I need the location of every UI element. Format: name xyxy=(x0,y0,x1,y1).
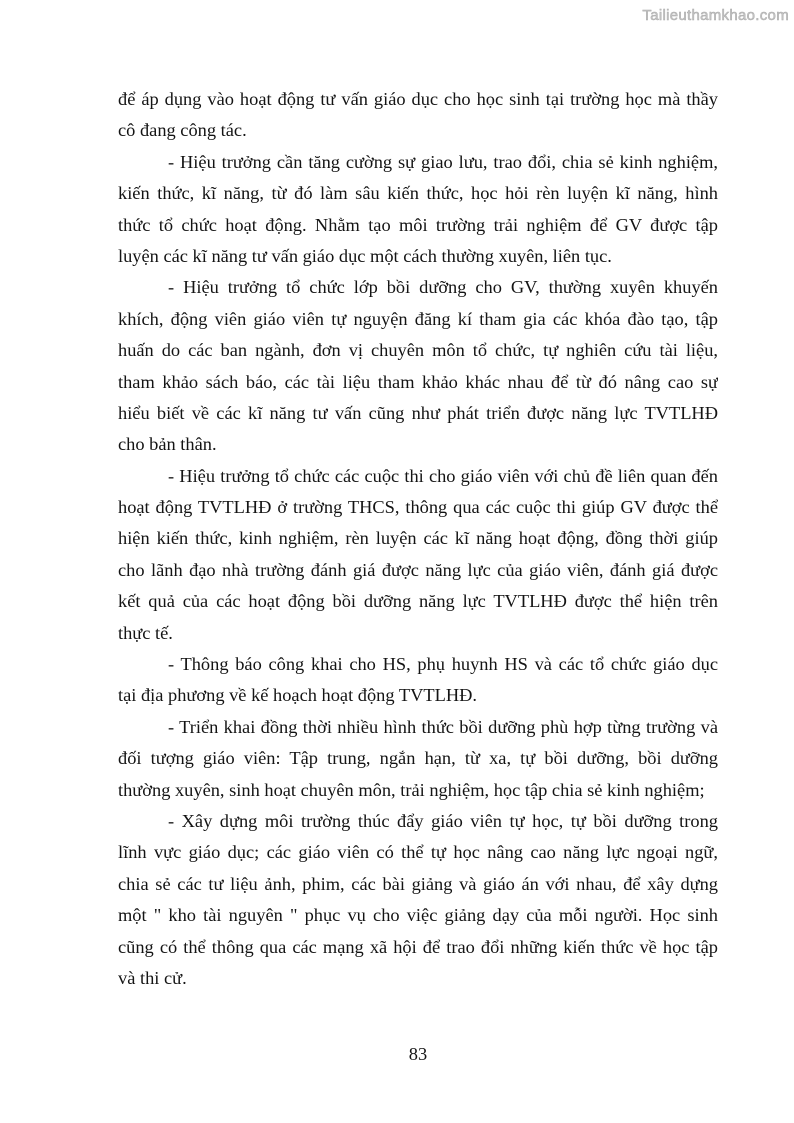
text-line: - Hiệu trưởng tổ chức lớp bồi dưỡng cho GV, thường xuyên khuyến xyxy=(168,277,718,298)
text-line: luyện các kĩ năng tư vấn giáo dục một cách thường xuyên, liên tục. xyxy=(118,245,612,266)
text-line: kiến thức, kĩ năng, từ đó làm sâu kiến thức, học hỏi rèn luyện kĩ năng, hình xyxy=(118,183,718,204)
text-line: cho bản thân. xyxy=(118,434,217,455)
document-body xyxy=(118,84,718,994)
text-line: đối tượng giáo viên: Tập trung, ngắn hạn, từ xa, tự bồi dưỡng, bồi dưỡng xyxy=(118,748,718,769)
text-line: để áp dụng vào hoạt động tư vấn giáo dục cho học sinh tại trường học mà thầy xyxy=(118,89,718,109)
text-line: huấn do các ban ngành, đơn vị chuyên môn tổ chức, tự nghiên cứu tài liệu, xyxy=(118,340,718,361)
text-line: hiện kiến thức, kinh nghiệm, rèn luyện các kĩ năng hoạt động, đồng thời giúp xyxy=(118,528,718,549)
text-line: thường xuyên, sinh hoạt chuyên môn, trải nghiệm, học tập chia sẻ kinh nghiệm; xyxy=(118,779,705,800)
paragraph xyxy=(118,806,718,994)
paragraph xyxy=(118,461,718,649)
text-line: thức tổ chức hoạt động. Nhằm tạo môi trường trải nghiệm để GV được tập xyxy=(118,214,718,235)
text-line: chia sẻ các tư liệu ảnh, phim, các bài giảng và giáo án với nhau, để xây dựng xyxy=(118,873,718,894)
text-line: và thi cử. xyxy=(118,967,187,988)
text-line: - Xây dựng môi trường thúc đẩy giáo viên tự học, tự bồi dưỡng trong xyxy=(168,810,718,831)
paragraph xyxy=(118,649,718,712)
text-line: lĩnh vực giáo dục; các giáo viên có thể tự học nâng cao năng lực ngoại ngữ, xyxy=(118,842,718,863)
text-line: cũng có thể thông qua các mạng xã hội để trao đổi những kiến thức về học tập xyxy=(118,936,718,957)
text-line: cho lãnh đạo nhà trường đánh giá được năng lực của giáo viên, đánh giá được xyxy=(118,559,718,580)
text-line: - Hiệu trưởng tổ chức các cuộc thi cho giáo viên với chủ đề liên quan đến xyxy=(168,465,718,486)
paragraph xyxy=(118,84,718,147)
text-line: hiểu biết về các kĩ năng tư vấn cũng như phát triển được năng lực TVTLHĐ xyxy=(118,402,718,423)
text-line: hoạt động TVTLHĐ ở trường THCS, thông qua các cuộc thi giúp GV được thể xyxy=(118,497,718,518)
text-line: một " kho tài nguyên " phục vụ cho việc giảng dạy của mỗi người. Học sinh xyxy=(118,905,718,926)
text-line: - Hiệu trưởng cần tăng cường sự giao lưu, trao đổi, chia sẻ kinh nghiệm, xyxy=(168,151,718,172)
text-line: kết quả của các hoạt động bồi dưỡng năng lực TVTLHĐ được thể hiện trên xyxy=(118,591,718,612)
text-line: thực tế. xyxy=(118,622,173,643)
text-line: cô đang công tác. xyxy=(118,120,247,141)
text-line: tham khảo sách báo, các tài liệu tham khảo khác nhau để từ đó nâng cao sự xyxy=(118,371,718,392)
site-watermark: Tailieuthamkhao.com xyxy=(642,7,789,24)
paragraph xyxy=(118,147,718,273)
text-line: - Triển khai đồng thời nhiều hình thức bồi dưỡng phù hợp từng trường và xyxy=(168,716,718,737)
text-line: khích, động viên giáo viên tự nguyện đăng kí tham gia các khóa đào tạo, tập xyxy=(118,308,718,329)
paragraph xyxy=(118,712,718,806)
text-line: - Thông báo công khai cho HS, phụ huynh HS và các tổ chức giáo dục xyxy=(168,654,718,675)
page-number: 83 xyxy=(408,1044,428,1064)
paragraph xyxy=(118,272,718,460)
text-line: tại địa phương về kế hoạch hoạt động TVTLHĐ. xyxy=(118,685,477,706)
